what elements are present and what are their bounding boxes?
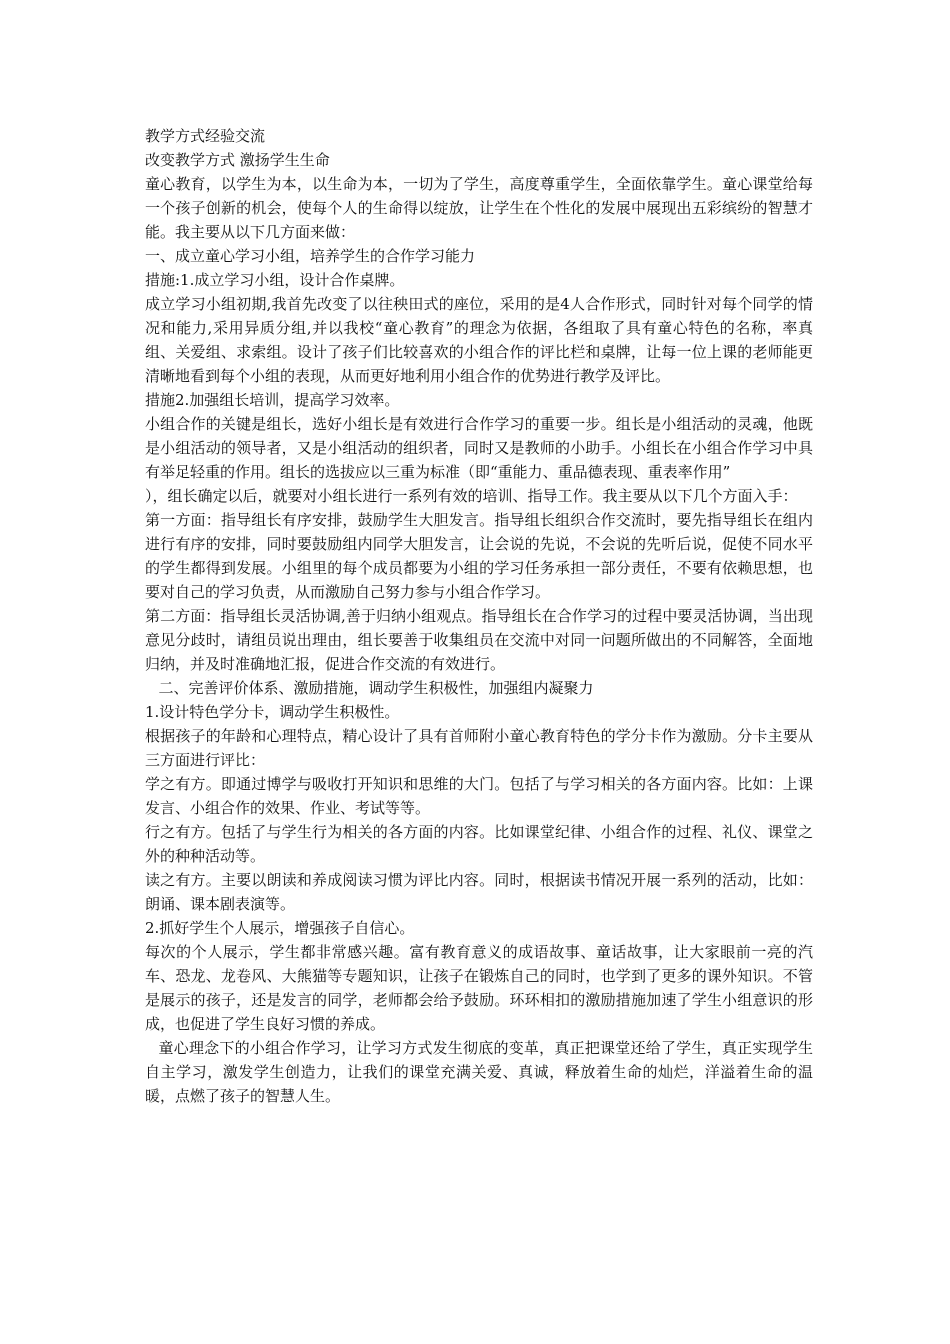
measure-heading-1: 措施:1.成立学习小组，设计合作桌牌。 (145, 271, 405, 289)
subheading-credit-card: 1.设计特色学分卡，调动学生积极性。 (145, 703, 400, 721)
paragraph-leader-training: ），组长确定以后，就要对小组长进行一系列有效的培训、指导工作。我主要从以下几个方面入手： (145, 487, 798, 505)
paragraph-personal-show: 每次的个人展示，学生都非常感兴趣。富有教育意义的成语故事、童话故事，让大家眼前一亮的汽车、恐龙、龙卷风、大熊猫等专题知识，让孩子在锻炼自己的同时，也学到了更多的课外知识。不管是展示的孩子，还是发言的同学，老师都会给予鼓励。环环相扣的激励措施加速了学生小组意识的形成，也促进了学生良好习惯的养成。 (145, 943, 813, 1033)
paragraph-aspect-1: 第一方面：指导组长有序安排，鼓励学生大胆发言。指导组长组织合作交流时，要先指导组长在组内进行有序的安排，同时要鼓励组内同学大胆发言，让会说的先说，不会说的先听后说，促使不同水平的学生都得到发展。小组里的每个成员都要为小组的学习任务承担一部分责任，不要有依赖思想，也要对自己的学习负责，从而激励自己努力参与小组合作学习。 (145, 511, 813, 601)
paragraph-reading: 读之有方。主要以朗读和养成阅读习惯为评比内容。同时，根据读书情况开展一系列的活动，比如：朗诵、课本剧表演等。 (145, 871, 813, 913)
section-heading-1: 一、成立童心学习小组，培养学生的合作学习能力 (145, 247, 476, 265)
section-heading-2: 二、完善评价体系、激励措施，调动学生积极性，加强组内凝聚力 (158, 679, 594, 697)
paragraph-group-leader: 小组合作的关键是组长，选好小组长是有效进行合作学习的重要一步。组长是小组活动的灵魂，他既是小组活动的领导者，又是小组活动的组织者，同时又是教师的小助手。小组长在小组合作学习中具有举足轻重的作用。组长的选拔应以三重为标准（即“重能力、重品德表现、重表率作用” (145, 415, 813, 481)
measure-heading-2: 措施2.加强组长培训，提高学习效率。 (145, 391, 400, 409)
paragraph-credit-card: 根据孩子的年龄和心理特点，精心设计了具有首师附小童心教育特色的学分卡作为激励。分卡主要从三方面进行评比： (145, 727, 813, 769)
paragraph-intro: 童心教育，以学生为本，以生命为本，一切为了学生，高度尊重学生，全面依靠学生。童心课堂给每一个孩子创新的机会，使每个人的生命得以绽放，让学生在个性化的发展中展现出五彩缤纷的智慧才能。我主要从以下几方面来做： (145, 175, 813, 241)
document-subtitle: 改变教学方式 激扬学生生命 (145, 151, 330, 169)
document-page (145, 124, 813, 1108)
paragraph-aspect-2: 第二方面：指导组长灵活协调,善于归纳小组观点。指导组长在合作学习的过程中要灵活协调，当出现意见分歧时，请组员说出理由，组长要善于收集组员在交流中对同一问题所做出的不同解答，全面地归纳，并及时准确地汇报，促进合作交流的有效进行。 (145, 607, 813, 673)
document-title: 教学方式经验交流 (145, 127, 266, 145)
subheading-personal-show: 2.抓好学生个人展示，增强孩子自信心。 (145, 919, 415, 937)
paragraph-behavior: 行之有方。包括了与学生行为相关的各方面的内容。比如课堂纪律、小组合作的过程、礼仪、课堂之外的种种活动等。 (145, 823, 813, 865)
paragraph-conclusion: 童心理念下的小组合作学习，让学习方式发生彻底的变革，真正把课堂还给了学生，真正实现学生自主学习，激发学生创造力，让我们的课堂充满关爱、真诚，释放着生命的灿烂，洋溢着生命的温暖，点燃了孩子的智慧人生。 (145, 1039, 813, 1105)
paragraph-learning: 学之有方。即通过博学与吸收打开知识和思维的大门。包括了与学习相关的各方面内容。比如：上课发言、小组合作的效果、作业、考试等等。 (145, 775, 813, 817)
paragraph-group-setup: 成立学习小组初期,我首先改变了以往秧田式的座位，采用的是4人合作形式，同时针对每个同学的情况和能力,采用异质分组,并以我校“童心教育”的理念为依据，各组取了具有童心特色的名称，率真组、关爱组、求索组。设计了孩子们比较喜欢的小组合作的评比栏和桌牌，让每一位上课的老师能更清晰地看到每个小组的表现，从而更好地利用小组合作的优势进行教学及评比。 (145, 295, 813, 385)
